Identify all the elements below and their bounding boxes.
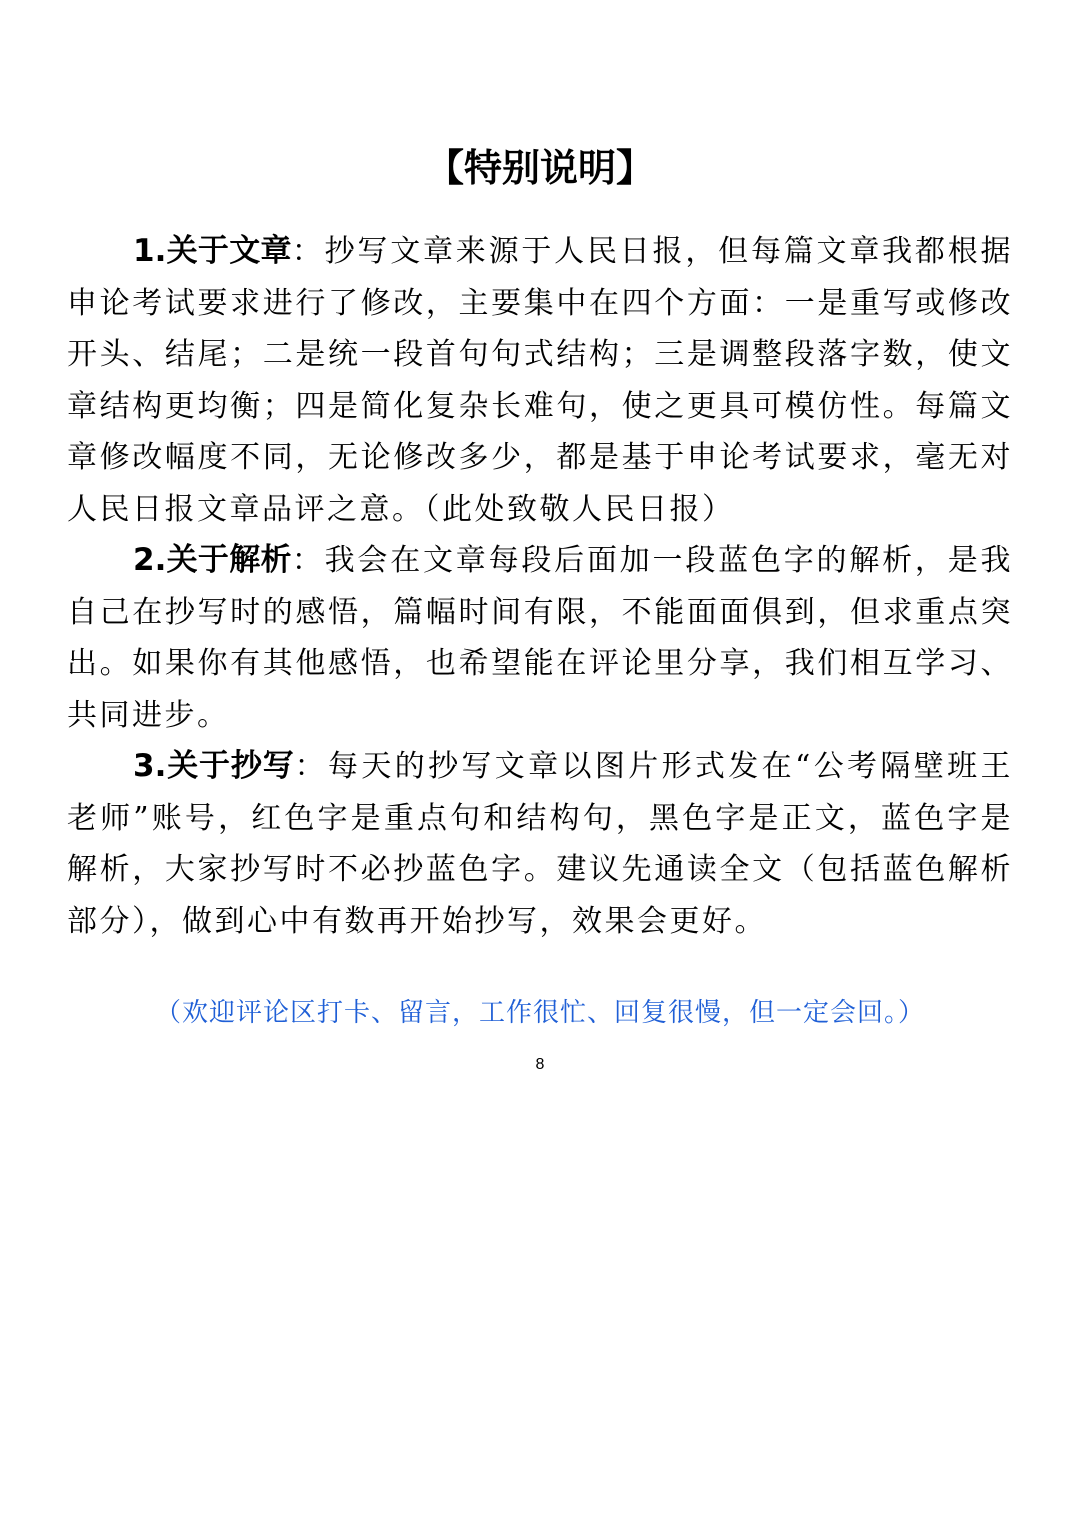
- page-number: 8: [535, 1056, 545, 1073]
- section-about-article: [67, 226, 1013, 535]
- comment-invitation-note: （欢迎评论区打卡、留言，工作很忙、回复很慢，但一定会回。）: [154, 998, 925, 1028]
- section-heading-analysis: 2.关于解析: [133, 542, 292, 578]
- section-heading-copying: 3.关于抄写: [133, 748, 295, 784]
- section-heading-article: 1.关于文章: [133, 233, 292, 269]
- page-title: 【特别说明】: [425, 146, 654, 190]
- section-text-article: ：抄写文章来源于人民日报，但每篇文章我都根据申论考试要求进行了修改，主要集中在四个方面：一是重写或修改开头、结尾；二是统一段首句句式结构；三是调整段落字数，使文章结构更均衡；四是简化复杂长难句，使之更具可模仿性。每篇文章修改幅度不同，无论修改多少，都是基于申论考试要求，毫无对人民日报文章品评之意。（此处致敬人民日报）: [67, 234, 1013, 527]
- section-about-copying: [67, 741, 1013, 947]
- special-notes-body: [67, 226, 1013, 947]
- section-text-copying: ：每天的抄写文章以图片形式发在“公考隔壁班王老师”账号，红色字是重点句和结构句，黑色字是正文，蓝色字是解析，大家抄写时不必抄蓝色字。建议先通读全文（包括蓝色解析部分），做到心中有数再开始抄写，效果会更好。: [67, 749, 1013, 939]
- section-about-analysis: [67, 535, 1013, 741]
- section-text-analysis: ：我会在文章每段后面加一段蓝色字的解析，是我自己在抄写时的感悟，篇幅时间有限，不能面面俱到，但求重点突出。如果你有其他感悟，也希望能在评论里分享，我们相互学习、共同进步。: [67, 543, 1013, 733]
